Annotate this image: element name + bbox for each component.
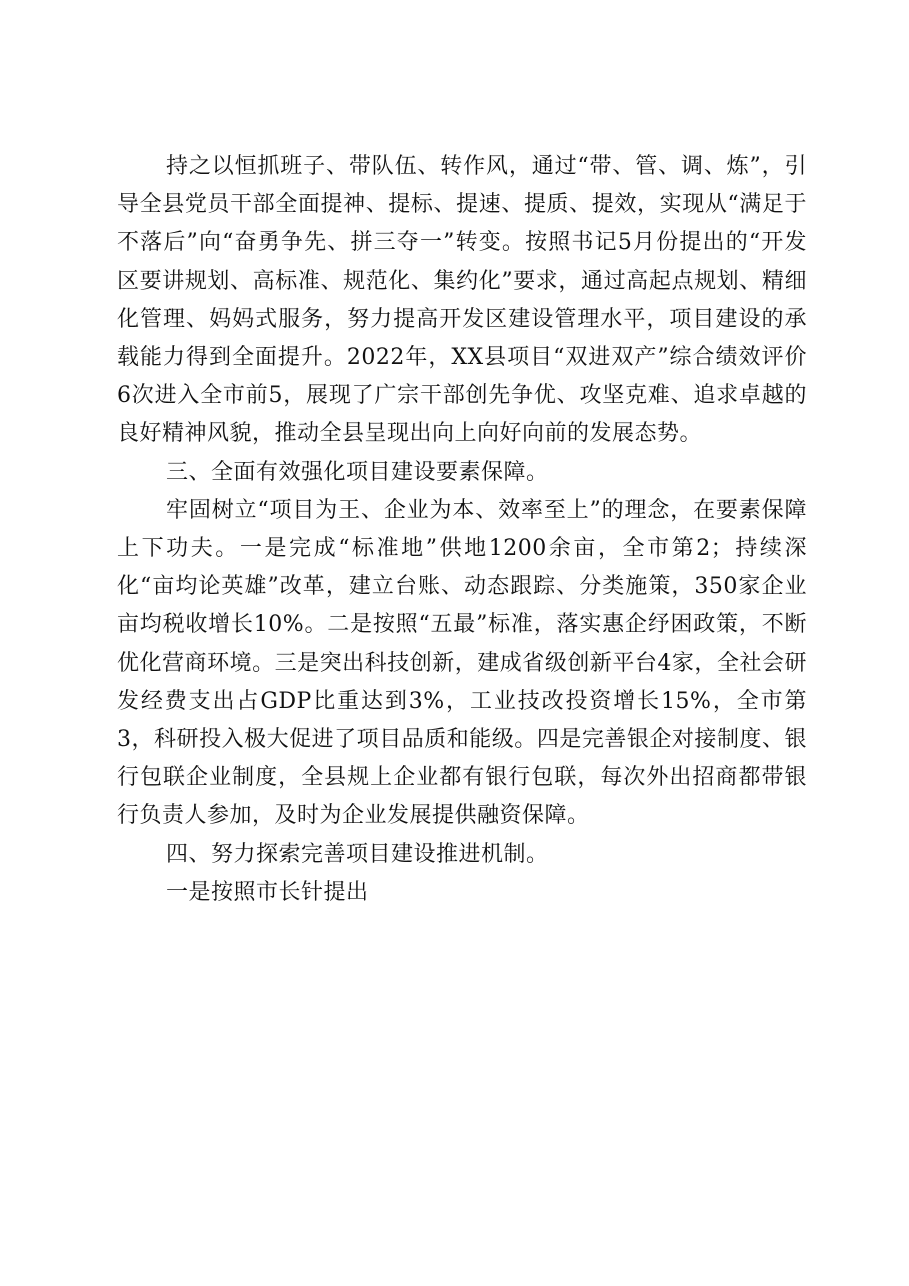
section-heading: 三、全面有效强化项目建设要素保障。 (166, 459, 549, 485)
section-heading: 四、努力探索完善项目建设推进机制。 (166, 841, 549, 867)
body-paragraph: 持之以恒抓班子、带队伍、转作风，通过“带、管、调、炼”，引导全县党员干部全面提神、提标、提速、提质、提效，实现从“满足于不落后”向“奋勇争先、拼三夺一”转变。按照书记5月份提出的“开发区要讲规划、高标准、规范化、集约化”要求，通过高起点规划、精细化管理、妈妈式服务，努力提高开发区建设管理水平，项目建设的承载能力得到全面提升。2022年，XX县项目“双进双产”综合绩效评价6次进入全市前5，展现了广宗干部创先争优、攻坚克难、追求卓越的良好精神风貌，推动全县呈现出向上向好向前的发展态势。 (117, 154, 807, 447)
document-body (117, 148, 807, 912)
body-paragraph: 一是按照市长针提出 (166, 879, 369, 905)
body-paragraph: 牢固树立“项目为王、企业为本、效率至上”的理念，在要素保障上下功夫。一是完成“标准地”供地1200余亩，全市第2；持续深化“亩均论英雄”改革，建立台账、动态跟踪、分类施策，350家企业亩均税收增长10%。二是按照“五最”标准，落实惠企纾困政策，不断优化营商环境。三是突出科技创新，建成省级创新平台4家，全社会研发经费支出占GDP比重达到3%，工业技改投资增长15%，全市第3，科研投入极大促进了项目品质和能级。四是完善银企对接制度、银行包联企业制度，全县规上企业都有银行包联，每次外出招商都带银行负责人参加，及时为企业发展提供融资保障。 (117, 497, 807, 829)
